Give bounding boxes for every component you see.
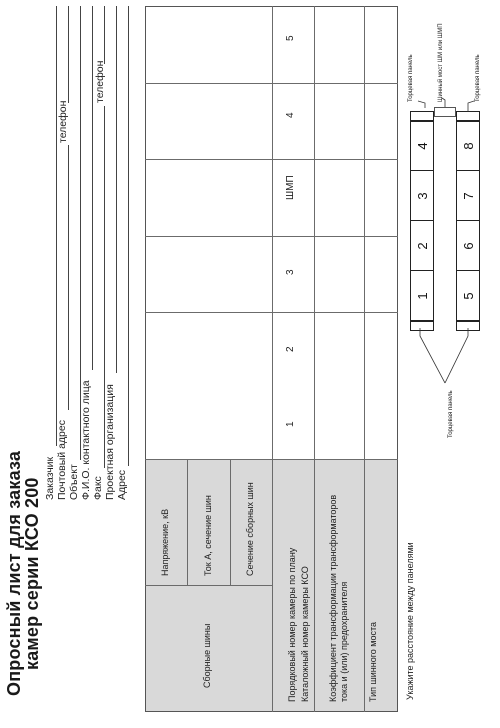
field-postal-address-phone-label: телефон (57, 100, 69, 143)
field-contact-person-label: Ф.И.О. контактного лица (80, 380, 92, 500)
panel-number-5: 5 (461, 292, 476, 300)
shmp-label: ШМП (285, 175, 296, 200)
column-number-4: 4 (285, 112, 296, 118)
bus-bridge-label: Шинный мост ШМ или ШМП (438, 23, 444, 102)
end-panel-label-right-top: Торцевая панель (408, 54, 414, 102)
panel-number-6: 6 (461, 242, 476, 250)
field-design-org-label: Проектная организация (104, 384, 116, 500)
row-label-position: Порядковый номер камеры по плану (287, 547, 297, 702)
panel-number-2: 2 (415, 242, 430, 250)
panel-instruction: Укажите расстояние между панелями (405, 542, 415, 700)
busbars-label: Сборные шины (202, 623, 212, 688)
field-fax-label: Факс (92, 476, 104, 500)
current-label: Ток А, сечение шин (203, 495, 213, 576)
row-label-catalog: Каталожный номер камеры КСО (300, 566, 310, 702)
field-postal-address-label: Почтовый адрес (56, 420, 68, 500)
row-label-bridge-type: Тип шинного моста (368, 621, 378, 702)
field-address-label: Адрес (116, 469, 128, 500)
field-fax-phone-label: телефон (94, 60, 106, 103)
panel-number-3: 3 (415, 192, 430, 200)
voltage-label: Напряжение, кВ (160, 508, 170, 576)
field-object-label: Объект (68, 464, 80, 500)
panel-number-4: 4 (415, 142, 430, 150)
row-label-transformation: Коэффициент трансформации трансформаторов тока и (или) предохранителя (328, 494, 349, 702)
section-label: Сечение сборных шин (245, 482, 255, 576)
title-line-1: Опросный лист для заказа (4, 450, 24, 696)
column-number-1: 1 (285, 421, 296, 427)
panel-number-7: 7 (461, 192, 476, 200)
field-customer-label: Заказчик (44, 456, 56, 500)
title-line-2: камер серии КСО 200 (22, 477, 42, 670)
column-number-2: 2 (285, 346, 296, 352)
end-panel-label-right-bottom: Торцевая панель (475, 54, 481, 102)
column-number-5: 5 (285, 35, 296, 41)
end-panel-label-left: Торцевая панель (448, 390, 454, 438)
column-number-3: 3 (285, 269, 296, 275)
panel-number-8: 8 (461, 142, 476, 150)
panel-number-1: 1 (415, 292, 430, 300)
